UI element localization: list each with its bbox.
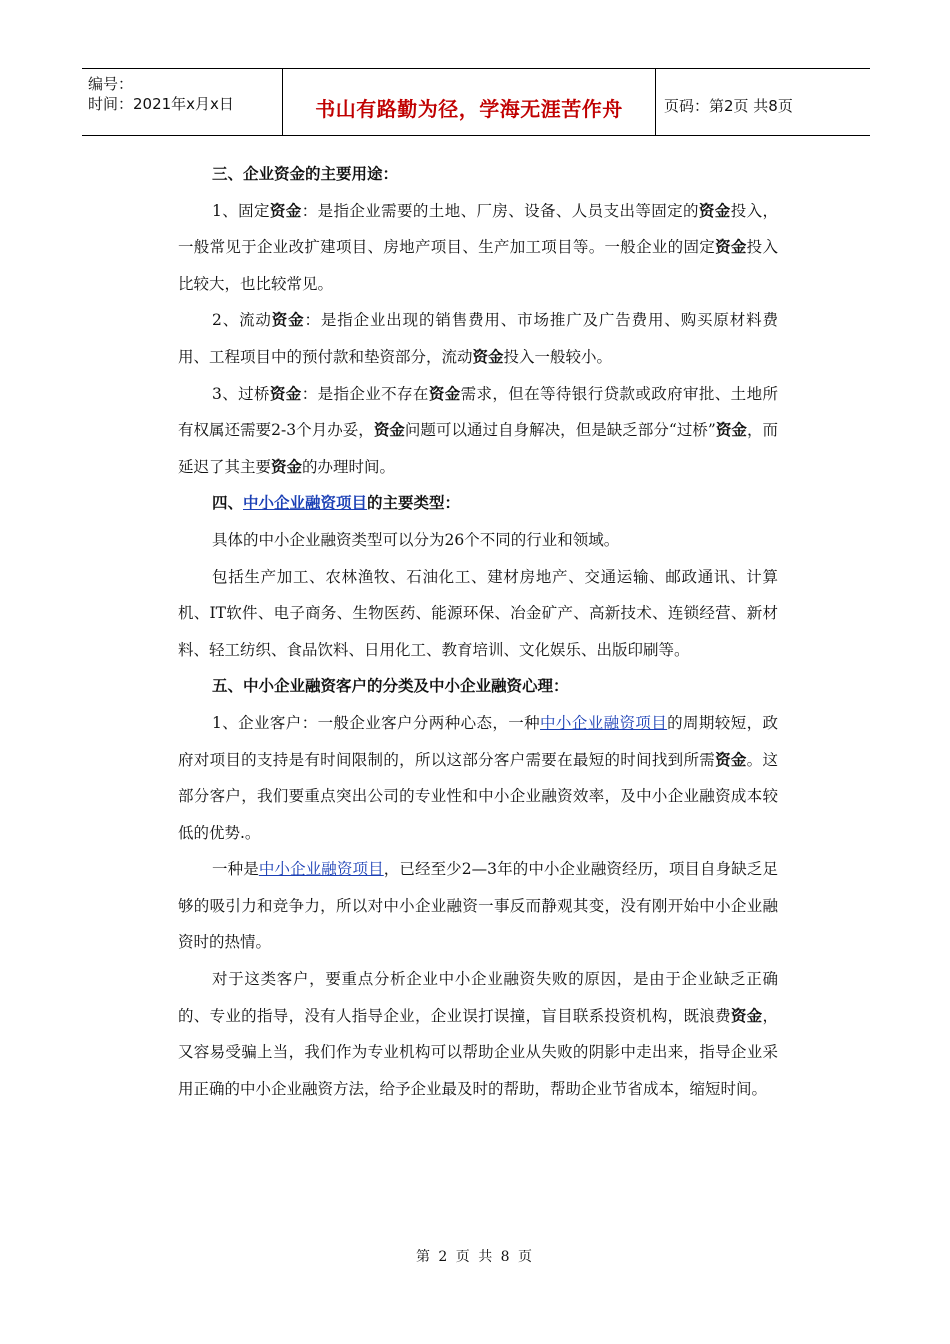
text: 一种是 [212, 860, 259, 879]
text: ，已经至少2—3年的中小企业融资经历，项目自身缺乏足够的吸引力和竞争力，所以对中小企业融资一事反而静观其变，没有刚开始中小企业融资时的热情。 [178, 860, 778, 952]
section-5-para-2 [178, 851, 778, 961]
page-label: 页码：第2页 共8页 [664, 97, 793, 115]
text: 需求，但在等待银行贷款或政府审批、土地所有权属还需要2-3个月办妥， [178, 384, 778, 440]
text: 四、 [212, 493, 244, 513]
section-3-heading: 三、企业资金的主要用途： [212, 164, 399, 183]
number-label: 编号： [88, 75, 134, 93]
text: 投入一般较小。 [503, 347, 613, 366]
text: 2、流动 [212, 311, 272, 330]
bold-term: 资金 [730, 1005, 763, 1025]
text: 投入比较大，也比较常见。 [178, 238, 778, 293]
header-motto-cell [283, 69, 656, 135]
time-label: 时间：2021年x月x日 [88, 95, 234, 113]
section-4-heading [178, 485, 778, 522]
text: ，而延迟了其主要 [178, 421, 778, 476]
header-table [82, 68, 870, 136]
header-meta-cell [82, 69, 283, 135]
motto: 书山有路勤为径，学海无涯苦作舟 [315, 97, 623, 121]
bold-term: 资金 [472, 346, 504, 366]
financing-project-link[interactable]: 中小企业融资项目 [243, 493, 368, 513]
bold-term: 资金 [271, 456, 303, 476]
text: ：是指企业出现的销售费用、市场推广及广告费用、购买原材料费用、工程项目中的预付款和垫资部分，流动 [178, 311, 778, 366]
text: 1、企业客户：一般企业客户分两种心态，一种 [212, 713, 541, 732]
page-footer: 第 2 页 共 8 页 [415, 1249, 535, 1265]
section-5-heading: 五、中小企业融资客户的分类及中小企业融资心理： [212, 676, 569, 696]
document-body [178, 156, 778, 1107]
text: 1、固定 [212, 201, 270, 220]
text: 的办理时间。 [302, 457, 396, 476]
text: ：是指企业需要的土地、厂房、设备、人员支出等固定的 [301, 201, 699, 220]
text: ，又容易受骗上当，我们作为专业机构可以帮助企业从失败的阴影中走出来，指导企业采用正确的中小企业融资方法，给予企业最及时的帮助，帮助企业节省成本，缩短时间。 [178, 1006, 778, 1098]
bold-term: 资金 [269, 383, 302, 403]
text: ：是指企业不存在 [301, 384, 429, 403]
section-3-para-1 [178, 193, 778, 303]
text: 对于这类客户，要重点分析企业中小企业融资失败的原因，是由于企业缺乏正确的、专业的指导，没有人指导企业，企业误打误撞，盲目联系投资机构，既浪费 [178, 970, 778, 1025]
section-4-para-2: 包括生产加工、农林渔牧、石油化工、建材房地产、交通运输、邮政通讯、计算机、IT软件、电子商务、生物医药、能源环保、冶金矿产、高新技术、连锁经营、新材料、轻工纺织、食品饮料、日用化工、教育培训、文化娱乐、出版印刷等。 [178, 567, 778, 659]
bold-term: 资金 [271, 310, 305, 330]
bold-term: 资金 [269, 200, 302, 220]
financing-project-link[interactable]: 中小企业融资项目 [258, 860, 384, 879]
bold-term: 资金 [715, 237, 747, 257]
section-5-para-3 [178, 961, 778, 1107]
text: 问题可以通过自身解决，但是缺乏部分“过桥” [404, 421, 716, 440]
bold-term: 资金 [373, 420, 405, 440]
text: 。这部分客户，我们要重点突出公司的专业性和中小企业融资效率，及中小企业融资成本较低的优势.。 [178, 750, 778, 842]
bold-term: 资金 [715, 420, 747, 440]
section-4-para-1: 具体的中小企业融资类型可以分为26个不同的行业和领域。 [212, 530, 620, 549]
financing-project-link[interactable]: 中小企业融资项目 [540, 713, 668, 732]
header-page-cell [656, 69, 870, 135]
text: 投入，一般常见于企业改扩建项目、房地产项目、生产加工项目等。一般企业的固定 [178, 201, 778, 257]
section-3-para-3 [178, 376, 778, 486]
section-5-para-1 [178, 705, 778, 851]
section-3-para-2 [178, 302, 778, 375]
bold-term: 资金 [428, 383, 461, 403]
text: 3、过桥 [212, 384, 270, 403]
text: 的主要类型： [367, 493, 461, 513]
bold-term: 资金 [715, 749, 747, 769]
bold-term: 资金 [698, 200, 731, 220]
text: 的周期较短，政府对项目的支持是有时间限制的，所以这部分客户需要在最短的时间找到所需 [178, 713, 778, 769]
